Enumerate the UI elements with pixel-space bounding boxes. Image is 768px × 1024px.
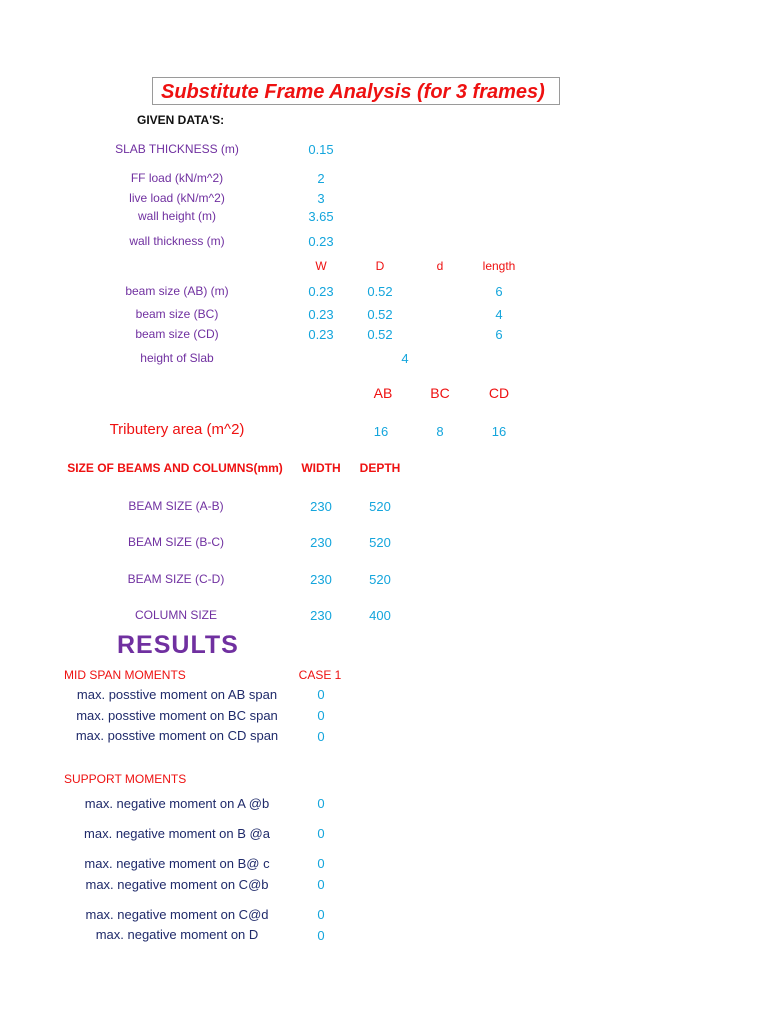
support-row-label: max. negative moment on B@ c [84,856,270,871]
size-row-label: BEAM SIZE (B-C) [127,535,225,549]
live-load-value: 3 [317,191,325,206]
beam-bc-w: 0.23 [308,307,334,322]
tributary-bc: 8 [436,424,444,439]
tributary-cd: 16 [491,424,507,439]
mid-span-row-value: 0 [317,687,325,702]
ff-load-label: FF load (kN/m^2) [130,171,224,185]
results-heading: RESULTS [117,631,239,659]
support-row-value: 0 [317,928,325,943]
wall-thickness-label: wall thickness (m) [129,234,225,248]
size-row-width: 230 [310,499,332,514]
tributary-area-label: Tributery area (m^2) [109,421,245,438]
size-row-depth: 520 [369,499,391,514]
size-row-width: 230 [310,572,332,587]
slab-thickness-label: SLAB THICKNESS (m) [115,142,239,156]
size-row-depth: 520 [369,572,391,587]
support-row-label: max. negative moment on C@b [85,877,269,892]
beam-ab-w: 0.23 [308,284,334,299]
size-row-label: BEAM SIZE (A-B) [128,499,224,513]
span-header-ab: AB [373,385,393,401]
size-row-width: 230 [310,535,332,550]
beam-bc-label: beam size (BC) [135,307,219,321]
mid-span-row-value: 0 [317,708,325,723]
case-header: CASE 1 [298,668,342,682]
size-row-depth: 400 [369,608,391,623]
sizes-heading: SIZE OF BEAMS AND COLUMNS(mm) [67,461,283,475]
size-row-label: COLUMN SIZE [134,608,218,622]
beam-ab-length: 6 [495,284,503,299]
beam-header-w: W [315,259,327,273]
support-row-label: max. negative moment on B @a [84,826,270,841]
wall-thickness-value: 0.23 [308,234,334,249]
support-row-value: 0 [317,796,325,811]
span-header-bc: BC [430,385,450,401]
mid-span-row-value: 0 [317,729,325,744]
beam-bc-D: 0.52 [367,307,393,322]
slab-thickness-value: 0.15 [308,142,334,157]
mid-span-row-label: max. posstive moment on AB span [76,687,278,702]
beam-cd-length: 6 [495,327,503,342]
mid-span-row-label: max. posstive moment on CD span [75,728,279,743]
support-row-label: max. negative moment on A @b [84,796,270,811]
page-title: Substitute Frame Analysis (for 3 frames) [161,81,545,103]
beam-header-length: length [482,259,516,273]
beam-cd-label: beam size (CD) [135,327,219,341]
given-heading: GIVEN DATA'S: [137,113,225,127]
beam-cd-D: 0.52 [367,327,393,342]
support-row-label: max. negative moment on C@d [85,907,269,922]
beam-header-d: d [436,259,444,273]
wall-height-value: 3.65 [308,209,334,224]
wall-height-label: wall height (m) [137,209,217,223]
span-header-cd: CD [488,385,510,401]
support-row-value: 0 [317,826,325,841]
ff-load-value: 2 [317,171,325,186]
height-of-slab-label: height of Slab [140,351,214,365]
width-header: WIDTH [301,461,341,475]
beam-cd-w: 0.23 [308,327,334,342]
beam-ab-D: 0.52 [367,284,393,299]
support-moments-heading: SUPPORT MOMENTS [64,772,187,786]
live-load-label: live load (kN/m^2) [129,191,225,205]
support-row-value: 0 [317,856,325,871]
support-row-label: max. negative moment on D [95,927,259,942]
height-of-slab-value: 4 [401,351,409,366]
beam-ab-label: beam size (AB) (m) [125,284,229,298]
beam-header-D: D [375,259,385,273]
support-row-value: 0 [317,877,325,892]
size-row-depth: 520 [369,535,391,550]
tributary-ab: 16 [373,424,389,439]
depth-header: DEPTH [359,461,401,475]
support-row-value: 0 [317,907,325,922]
size-row-label: BEAM SIZE (C-D) [127,572,225,586]
beam-bc-length: 4 [495,307,503,322]
size-row-width: 230 [310,608,332,623]
mid-span-row-label: max. posstive moment on BC span [76,708,278,723]
mid-span-heading: MID SPAN MOMENTS [64,668,186,682]
